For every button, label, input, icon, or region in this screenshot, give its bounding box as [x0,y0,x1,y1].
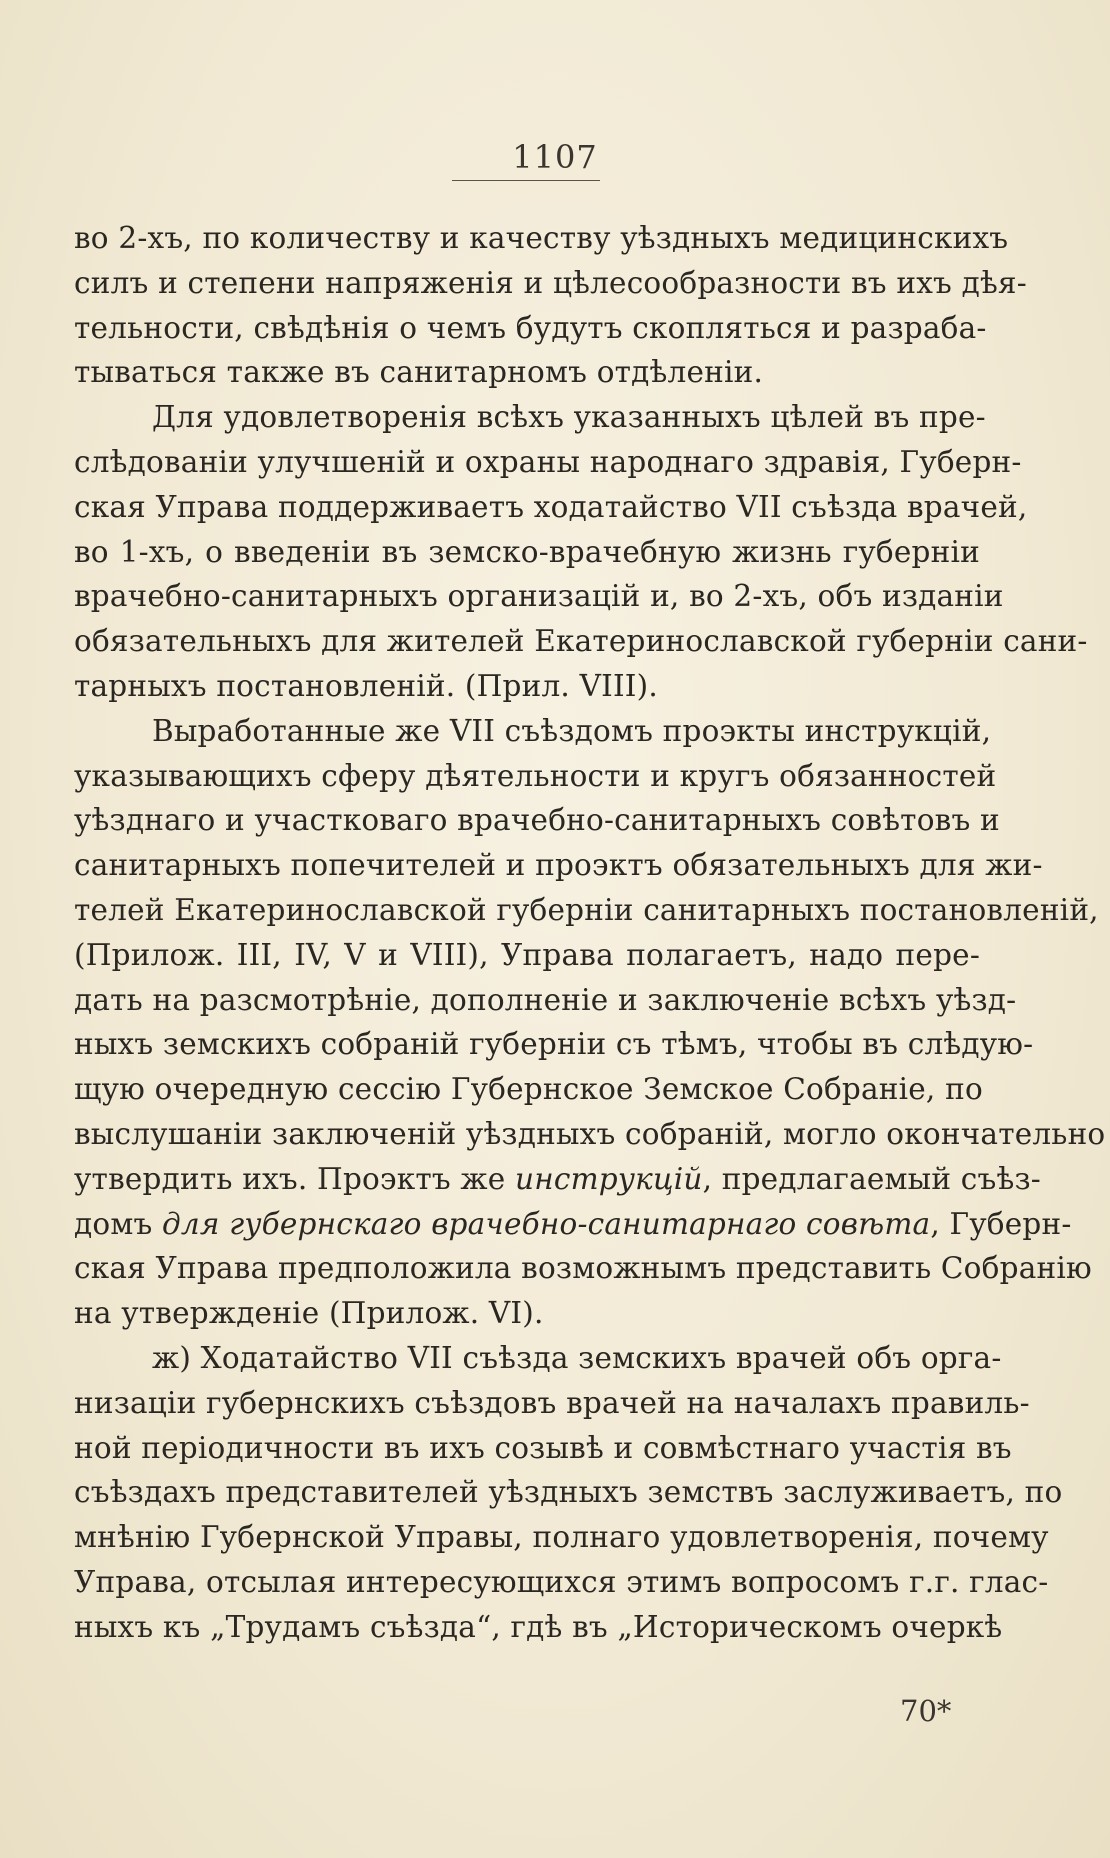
text-line: ной періодичности въ ихъ созывѣ и совмѣстнаго участія въ [74,1430,1012,1465]
text-line: на утвержденіе (Прилож. VI). [74,1296,544,1331]
text-line: Для удовлетворенія всѣхъ указанныхъ цѣлей въ пре- [152,400,986,435]
text-line: (Прилож. III, IV, V и VIII), Управа полагаетъ, надо пере- [74,937,980,972]
text-line: телей Екатеринославской губерніи санитарныхъ постановленій, [74,892,1099,927]
text-segment: , Губерн- [930,1206,1072,1241]
text-line: выслушаніи заключеній уѣздныхъ собраній, могло окончательно [74,1116,1106,1151]
italic-term: инструкцій [515,1161,703,1196]
text-line: слѣдованіи улучшеній и охраны народнаго здравія, Губерн- [74,444,1022,479]
text-line: щую очередную сессію Губернское Земское Собраніе, по [74,1072,983,1107]
text-line: Выработанные же VII съѣздомъ проэкты инструкцій, [152,713,992,748]
text-line: санитарныхъ попечителей и проэктъ обязательныхъ для жи- [74,848,1043,883]
body-text [74,216,1106,1650]
text-line [74,1202,1072,1247]
text-line [74,1157,1041,1202]
text-segment: утвердить ихъ. Проэктъ же [74,1161,516,1196]
text-segment: , предлагаемый съѣз- [702,1161,1041,1196]
text-line: низаціи губернскихъ съѣздовъ врачей на началахъ правиль- [74,1385,1030,1420]
text-line: ныхъ къ „Трудамъ съѣзда“, гдѣ въ „Историческомъ очеркѣ [74,1609,1003,1644]
text-line: врачебно-санитарныхъ организацій и, во 2-хъ, объ изданіи [74,579,1004,614]
text-line: дать на разсмотрѣніе, дополненіе и заключеніе всѣхъ уѣзд- [74,982,1017,1017]
text-line: съѣздахъ представителей уѣздныхъ земствъ заслуживаетъ, по [74,1475,1063,1510]
text-line: обязательныхъ для жителей Екатеринославской губерніи сани- [74,624,1088,659]
text-line: мнѣнію Губернской Управы, полнаго удовлетворенія, почему [74,1520,1049,1555]
text-line: во 2-хъ, по количеству и качеству уѣздныхъ медицинскихъ [74,221,1009,255]
text-line: указывающихъ сферу дѣятельности и кругъ обязанностей [74,758,997,793]
text-line: ская Управа предположила возможнымъ представить Собранію [74,1251,1092,1286]
text-segment: домъ [74,1206,163,1241]
text-line: ныхъ земскихъ собраній губерніи съ тѣмъ, чтобы въ слѣдую- [74,1027,1034,1062]
italic-term: для губернскаго врачебно-санитарнаго совѣта [162,1206,931,1241]
page-number-rule [452,180,600,181]
text-line: тываться также въ санитарномъ отдѣленіи. [74,355,764,390]
text-line: ская Управа поддерживаетъ ходатайство VII съѣзда врачей, [74,489,1028,524]
page-number: 1107 [512,138,598,176]
text-line: ж) Ходатайство VII съѣзда земскихъ врачей объ орга- [152,1340,1002,1375]
text-line: силъ и степени напряженія и цѣлесообразности въ ихъ дѣя- [74,265,1027,300]
text-line: во 1-хъ, о введеніи въ земско-врачебную жизнь губерніи [74,534,980,569]
signature-mark: 70* [900,1694,952,1728]
text-line: уѣзднаго и участковаго врачебно-санитарныхъ совѣтовъ и [74,803,1000,838]
text-line: Управа, отсылая интересующихся этимъ вопросомъ г.г. глас- [74,1564,1049,1599]
text-line: тельности, свѣдѣнія о чемъ будутъ скопляться и разраба- [74,310,987,345]
text-line: тарныхъ постановленій. (Прил. VIII). [74,668,658,703]
